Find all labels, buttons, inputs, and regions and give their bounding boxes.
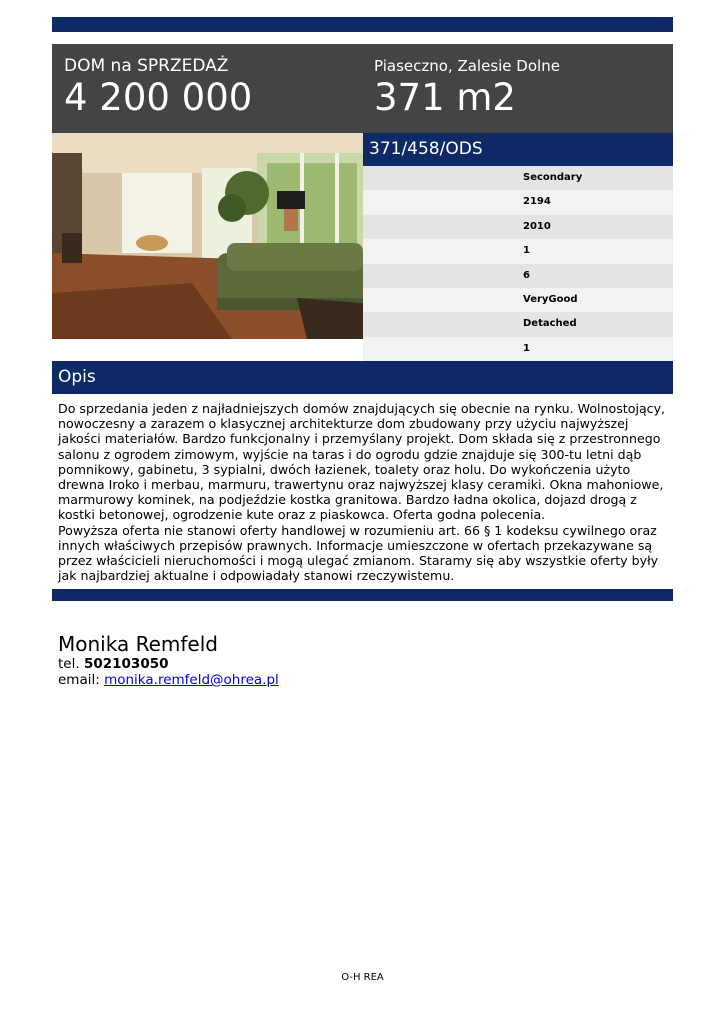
description-paragraph: Do sprzedania jeden z najładniejszych domów znajdujących się obecnie na rynku. Wolnostojący, nowoczesny a zarazem o klasycznej architekturze dom zbudowany przy użyciu najwyższej jakości materiałów. Bardzo funkcjonalny i przemyślany projekt. Dom składa się z przestronnego salonu z ogrodem zimowym, wyjście na taras i do ogrodu gdzie znajduje się 300-tu letni dąb pomnikowy, gabinetu, 3 sypialni, dwóch łazienek, toalety oraz holu. Do wykończenia użyto drewna Iroko i merbau, marmuru, trawertynu oraz najwyższej klasy ceramiki. Okna mahoniowe, marmurowy kominek, na podjeździe kostka granitowa. Bardzo ładna okolica, dojazd drogą z kostki betonowej, ogrodzenie kute oraz z piaskowca. Oferta godna polecenia. — [58, 401, 666, 523]
description-text — [58, 401, 668, 583]
agent-email-link[interactable]: monika.remfeld@ohrea.pl — [104, 672, 279, 688]
bottom-accent-bar — [52, 589, 673, 601]
listing-header — [52, 44, 673, 133]
spec-row: 2010 — [363, 215, 673, 239]
spec-row: VeryGood — [363, 288, 673, 312]
agent-phone-line — [58, 656, 279, 672]
spec-table — [363, 166, 673, 361]
property-type: DOM na SPRZEDAŻ — [64, 56, 229, 76]
spec-row: Detached — [363, 312, 673, 336]
phone-label: tel. — [58, 656, 80, 672]
area: 371 m2 — [374, 76, 516, 119]
disclaimer-paragraph: Powyższa oferta nie stanowi oferty handlowej w rozumieniu art. 66 § 1 kodeksu cywilnego oraz innych właściwych przepisów prawnych. Informacje umieszczone w ofertach przekazywane są przez właścicieli nieruchomości i mogą ulegać zmianom. Staramy się aby wszystkie oferty były jak najbardziej aktualne i odpowiadały stanowi rzeczywistemu. — [58, 522, 659, 584]
spec-row: 1 — [363, 337, 673, 361]
spec-row: 2194 — [363, 190, 673, 214]
price: 4 200 000 — [64, 76, 253, 119]
description-heading: Opis — [52, 361, 673, 394]
agent-name: Monika Remfeld — [58, 632, 218, 656]
agent-email-line — [58, 672, 279, 688]
header-left — [64, 56, 252, 120]
reference-number: 371/458/ODS — [363, 133, 673, 166]
spec-row: Secondary — [363, 166, 673, 190]
footer-company: O-H REA — [341, 972, 384, 983]
email-label: email: — [58, 672, 100, 688]
property-photo — [52, 133, 363, 339]
agent-phone: 502103050 — [83, 656, 169, 672]
agent-contact — [58, 632, 279, 688]
spec-row: 1 — [363, 239, 673, 263]
top-accent-bar — [52, 17, 673, 32]
spec-row: 6 — [363, 264, 673, 288]
location: Piaseczno, Zalesie Dolne — [374, 57, 560, 75]
header-right — [374, 56, 560, 120]
